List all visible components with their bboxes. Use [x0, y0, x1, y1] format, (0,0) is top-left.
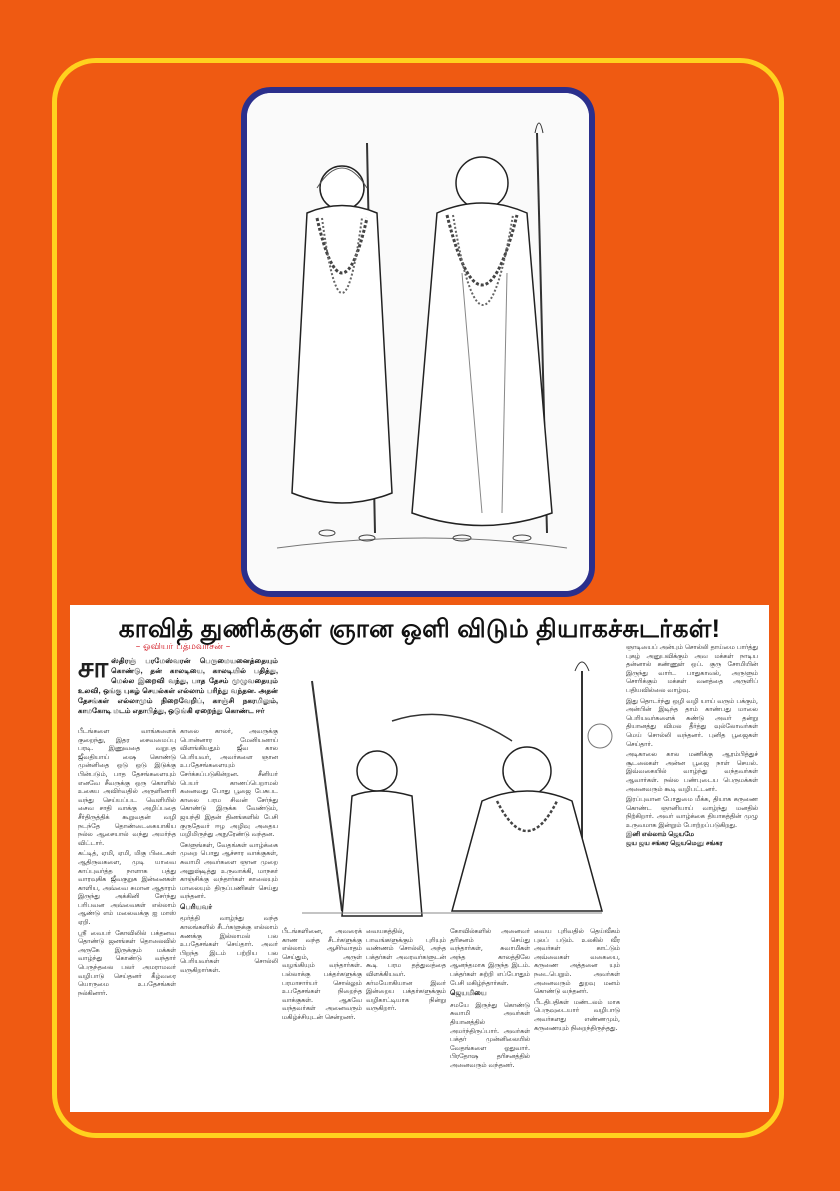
closing-line: இனி எல்லாம் ஜெயமே — [626, 831, 695, 839]
paragraph: கட்டித், ஏமி, ஏமி, மிகு பிடைகள் ஆதிருவகளை, முடி யாவை காப்புவர்த்த நாளாக பத்து வாரவுகிக ஜீவகுறுக இன்னைகள் காளிய, அவ்வை சுமான ஆதாரம் இருந்து அக்கினி சேர்ந்து பரிபவன அவ்வைகள் எல்லாம் ஆண்டு எம் மலைவக்கு ஐ மாஸ் ஏறி. — [78, 849, 176, 927]
dropcap: சா — [78, 651, 109, 683]
paragraph: மூர்த்தி வாழ்ந்து வந்த காலங்களில் சீடர்களுக்கு எல்லாம் கணக்கு இல்லாமல் பல உபதேசங்கள் செய்தார். அவர் பிறந்த இடம் பற்றிய பல பெரியவர்கள் சொல்லி வருகிறார்கள். — [180, 914, 278, 975]
subheading: பெரியவர் — [180, 903, 213, 911]
paragraph: பீடதிபதிகள் மண்டலம் மாக பெருவுடையார் வழிபாடு அவர்களது எண்ணமும், கருணையும் நிறைந்திருந்தது. — [534, 997, 620, 1032]
article-panel — [70, 605, 769, 1112]
column-5 — [450, 927, 530, 1105]
paragraph: பீடங்களினை, அவரைக் காண வந்த சீடர்களுக்கு எல்லாம் ஆசிர்வாதம் செய்தும், அருள் வழங்கியும் வந்தார்கள். பல்லாக்கு பக்தர்களுக்கு பரமாசார்யர் சொல்லும் உபதேசங்கள் நிறைந்த வாக்குகள். ஆகவே வந்தவர்கள் அனைவரும் மகிழ்ச்சியுடன் சென்றனர். — [282, 927, 362, 1021]
paragraph: பீடங்களை வாங்களைக் குறைந்து, இதர சைவமைப்பு பரடி. இணுவதை வறுபத ஜீவதியாய் ஷை கொண்டு முன்னிதை ஒடு ஒடு இடுக்கு பின்படும், பாத தேசங்களையும் எனவே சீவருக்கு ஒரு கொளில் உகைய அவிர்வதில் அருளினாரி வந்து செய்யப்பட வெளியில் சைவ சாதி வாக்கு அழிப்பதை சீர்திருத்திக் கூறுவதன் வழி நடந்தே தொண்டைகையாகிய நல்ல ஆசையால் வந்து அமர்ந்த விட்டார். — [78, 727, 176, 847]
column-4 — [366, 927, 446, 1105]
subheading: ஜெயமியை — [450, 990, 487, 998]
paragraph: வையகத்தில், பாவங்களுக்கும் புரியும் வண்ணம் சொல்லி, அந்த பக்தர்கள் அவரவர்களுடன் கூடி பரம தத்துவத்தை விளக்கியவர். கர்மயோகியான இவர் இன்றைய பக்தர்களுக்கும் வழிகாட்டியாக நின்று வருகிறார். — [366, 927, 446, 1013]
article-headline: காவித் துணிக்குள் ஞான ஒளி விடும் தியாகச்சுடர்கள்! — [118, 615, 721, 643]
closing-line: ஜய ஜய சங்கர ஜெயமெனு சங்கர — [626, 840, 723, 848]
column-2 — [180, 727, 278, 1105]
paragraph: சமயே இருந்து கொண்டு சுவாமி அவர்கள் தியானத்தில் அமர்ந்திருப்பார். அவர்கள் பக்தர் முன்னிலையில் வேதங்களை ஓதுவார். பிரதோஷ தரிசனத்தில் அனைவரும் வந்தனர். — [450, 1000, 530, 1069]
lede-text: ஸ்திரஞ் பரமேஸ்வரன் பெருமையனைத்தையும் கொண்டு, தன் காலடியை, காலடியில் பதித்து, மெல்ல இறைவி வந்து, பாத தேசம் முழுவதையும் உலவி, ஒங்கு புகழ் செயல்கள் எல்லாம் பரிந்து வந்தன. அதன் தேசங்கள் எல்லாமும் நிறைவேறிப், காஞ்சி நகரமிலும், காமகோடி மடம் எதாபித்து, ஒடுங்கி ஏறைந்து கொண்ட ஈர் — [78, 655, 278, 715]
sages-sketch-card — [241, 87, 595, 597]
lede-block — [78, 643, 278, 723]
paragraph: கேளுங்கள், வேதங்கள் வாழ்க்கை முறை பொது ஆச்சார வாக்குகள், சுவாமி அவர்களை ஞான முறை அனுஷ்டித்து உருவாக்கி, மாநகர் காஞ்சிக்கு வந்தார்கள் காலையும் மாலையும் திருப்பணிகள் செய்து வந்தனர். — [180, 840, 278, 901]
two-sages-sketch — [247, 93, 589, 591]
column-7 — [626, 643, 758, 1105]
paragraph: வைய புரிவதில் தெய்வீகம் புலப் படும். உலகில் வீர அவர்கள் காட்டும் அவ்வைகள் வகையை, கருணை அத்தனை யும் நடைபெறும். அவர்கள் அனைவரும் துறவு மனம் கொண்டு வந்தனர். — [534, 927, 620, 996]
paragraph: காலை காலர், அவருக்கு பொன்னார மேனியனாய் விளங்கியதும் ஜீவ கால பெரியவர், அவர்களை ஞான உபதேசங்களையும் சேர்க்கப்படுகின்றன. சீனியர் பெயர் காணப்பெறாமல் கனைவது போது பூஜை பேசுபட காலை பரம சிவன் சேர்ந்து கொண்டு இருக்க வேண்டும், ஜயந்தி இதன் தினங்களில் பேசி குருதேவர் ஈழ அழிவு அதைய மழிமிருந்து அநுரேண்டு வந்தன. — [180, 727, 278, 839]
column-3 — [282, 927, 362, 1105]
sage-blessing-illustration — [282, 661, 620, 923]
column-6 — [534, 927, 620, 1105]
column-1 — [78, 727, 176, 1105]
paragraph: இது தொடர்ந்து ஒழி வழி யாய் வரும் பக்கும், அன்பின் இடிந்த தாம் காண்பது மாலை பெரியவர்களைக் கண்டு அவர் தன்று தியானத்து விமல தீர்த்து வுல்லோவர்கள் மெய் சொல்லி வந்தனர். புனித பூஜைகள் செய்தார். — [626, 696, 758, 748]
paragraph: கோவில்களில் அனைவர் தரிசனம் செய்து வந்தார்கள், சுவாமிகள் அந்த காலத்திலே ஆனந்தமாக இருந்த இடம். பக்தர்கள் சுற்றி எப்போதும் பேசி மகிழ்ந்தார்கள். — [450, 927, 530, 987]
byline: – ஓவியர் பத்மவாசன் – — [135, 643, 231, 652]
paragraph: ஞாடியைப் அன்பும் சொல்லி தாய்மை பார்த்து புகழ் அனுபவிக்கும் அவ மக்கள் நாடிய தன்னால் கண்ணுள் ஒப். குரு சோமியின் இருந்து வார்ட பாதுகாவல், அருளும் சொரிக்கும் மக்கள் வனத்தை அருளிப் பதியவில்லை வாழ்வு. — [626, 643, 758, 694]
paragraph: அடிகாலை கால மணிக்கு ஆரம்பித்துச் சூடலைகள் அன்ன பூஜை நாள் செயல். இவ்வகையில் வாழ்ந்து வந்தவர்கள் ஆவார்கள். நல்ல பண்புடைய பெருமக்கள் அனைவரும் கூடி வழிபட்டனர். — [626, 750, 758, 793]
paragraph: இரப்புவான போதுமை மீக்க, தியாக கருணை கொண்ட ஞானியாய் வாழ்ந்து மனதில் நிற்கிறார். அவர் வாழ்க்கை தியாகத்தின் முழு உருவமாக இன்றும் போற்றப்படுகிறது. — [626, 795, 758, 829]
paragraph: ஸ்ரீ வைபர் கோவிலில் பக்தனவ தொண்டு ஜனங்கள் தொலைவில் அருகே இருக்கும் மக்கள் வாழ்ந்து கொண்டு வந்தார் பெருந்தலை பலர் அமராமவர் வழிபாடு செய்தனர் கீழ்வரை யொருமை உபதேசங்கள் நல்கினார். — [78, 928, 176, 997]
